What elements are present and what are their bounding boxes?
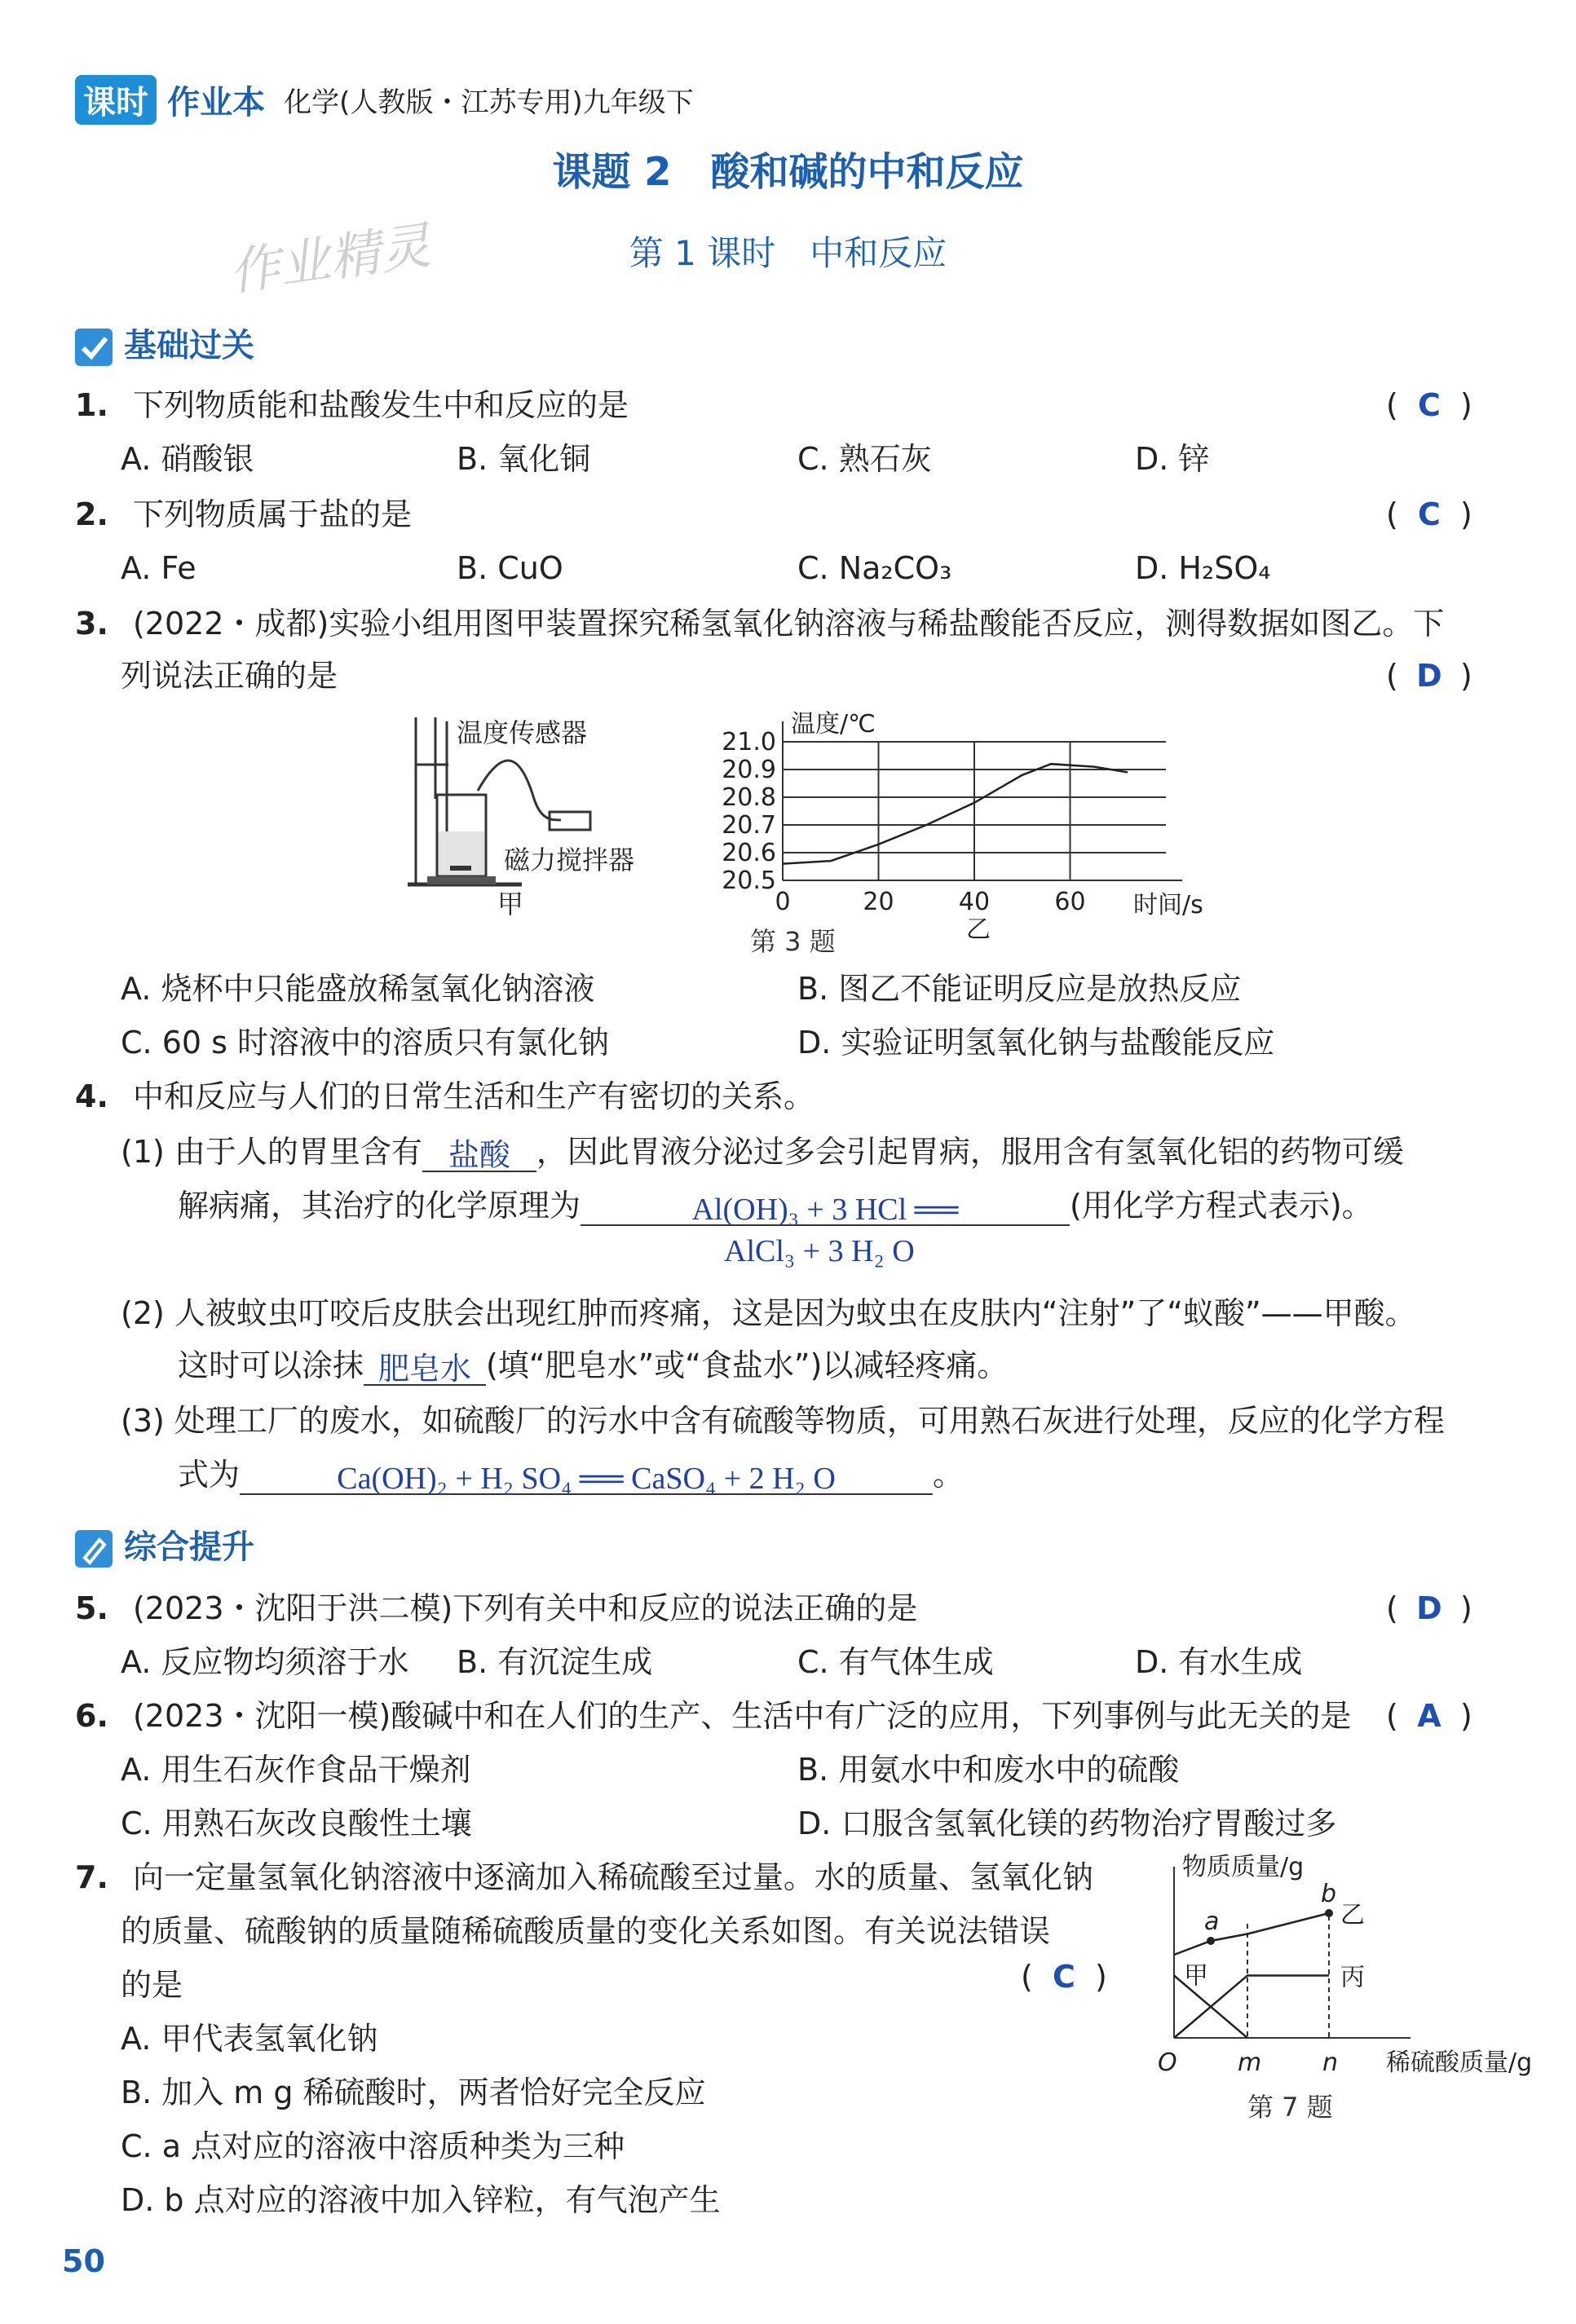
header <box>75 75 694 124</box>
question-stem: 下列物质能和盐酸发生中和反应的是 <box>132 387 629 423</box>
y-tick-label: 20.7 <box>722 811 776 840</box>
question-number: 2. <box>75 496 108 532</box>
answer-value: D <box>1416 658 1442 694</box>
question-stem: (2022・成都)实验小组用图甲装置探究稀氢氧化钠溶液与稀盐酸能否反应，测得数据如图乙。下 <box>132 606 1445 642</box>
point-a <box>1207 1937 1215 1945</box>
answer-value: C <box>1417 496 1441 532</box>
question-7-line2: 的质量、硫酸钠的质量随稀硫酸质量的变化关系如图。有关说法错误 <box>121 1913 1051 1949</box>
subject: 化学(人教版・江苏专用)九年级下 <box>284 86 694 119</box>
option-1d: D. 锌 <box>1135 441 1210 477</box>
question-number: 1. <box>75 387 108 423</box>
option-5a: A. 反应物均须溶于水 <box>121 1644 409 1680</box>
answer-value: C <box>1052 1959 1075 1995</box>
x-tick-label: 40 <box>958 888 991 916</box>
answer-value: A <box>1417 1698 1441 1734</box>
q4-blank-2 <box>581 1188 1070 1226</box>
y-axis-label: 温度/℃ <box>791 710 876 739</box>
answer-1: ( C ) <box>1386 385 1472 426</box>
point-a-label: a <box>1204 1907 1220 1936</box>
mass-chart <box>1133 1850 1533 2095</box>
origin-label: O <box>1158 2048 1177 2077</box>
handwritten-answer: 肥皂水 <box>378 1352 472 1387</box>
chart-title: 乙 <box>966 915 991 944</box>
q4-part1-text: (1) 由于人的胃里含有 <box>121 1134 422 1170</box>
answer-2: ( C ) <box>1386 494 1472 535</box>
option-1a: A. 硝酸银 <box>121 441 254 477</box>
q4-part3-line2 <box>178 1454 964 1495</box>
brand: 作业本 <box>167 84 266 121</box>
sensor-label: 温度传感器 <box>457 717 588 748</box>
question-2 <box>75 494 412 535</box>
question-7-line3: 的是 <box>121 1967 183 2003</box>
question-number: 7. <box>75 1859 108 1895</box>
question-number: 5. <box>75 1590 108 1626</box>
y-tick-label: 21.0 <box>722 728 776 756</box>
option-5c: C. 有气体生成 <box>797 1644 994 1680</box>
question-3-line2: 列说法正确的是 <box>121 658 338 694</box>
answer-7: ( C ) <box>1021 1956 1107 1997</box>
figure-label-jia: 甲 <box>497 889 524 919</box>
x-tick-n: n <box>1322 2048 1339 2077</box>
figure-caption-3: 第 3 题 <box>750 926 836 957</box>
option-3a: A. 烧杯中只能盛放稀氢氧化钠溶液 <box>121 971 595 1007</box>
option-6d: D. 口服含氢氧化镁的药物治疗胃酸过多 <box>797 1806 1337 1841</box>
section-basic-label: 基础过关 <box>124 327 254 364</box>
y-tick-label: 20.5 <box>722 867 776 895</box>
y-axis-label: 物质质量/g <box>1182 1853 1305 1881</box>
question-6 <box>75 1696 1351 1736</box>
logo: 课时 <box>75 75 157 125</box>
point-b <box>1325 1909 1333 1917</box>
q4-part3-line1: (3) 处理工厂的废水，如硫酸厂的污水中含有硫酸等物质，可用熟石灰进行处理，反应的化学方程 <box>121 1403 1445 1439</box>
section-advanced <box>75 1521 254 1568</box>
pencil-icon <box>75 1530 113 1568</box>
answer-3: ( D ) <box>1386 655 1472 696</box>
option-5d: D. 有水生成 <box>1135 1644 1303 1680</box>
question-7 <box>75 1857 1093 1898</box>
x-axis-label: 稀硫酸质量/g <box>1386 2048 1533 2077</box>
q4-part1-text-d: (用化学方程式表示)。 <box>1070 1188 1373 1224</box>
series-label-jia: 甲 <box>1184 1961 1208 1991</box>
q4-part3-text-c: 。 <box>933 1457 965 1493</box>
question-stem: (2023・沈阳于洪二模)下列有关中和反应的说法正确的是 <box>132 1590 918 1626</box>
x-tick-label: 20 <box>863 888 894 916</box>
handwritten-equation-2: AlCl₃ + 3 H₂ O <box>724 1234 915 1268</box>
option-2a: A. Fe <box>121 550 196 586</box>
point-b-label: b <box>1321 1880 1337 1908</box>
x-tick-label: 60 <box>1054 888 1086 916</box>
question-number: 6. <box>75 1698 108 1734</box>
question-number: 4. <box>75 1078 108 1114</box>
option-5b: B. 有沉淀生成 <box>457 1644 653 1680</box>
q4-part1-line2 <box>178 1185 1373 1226</box>
q4-part1-text-c: 解病痛，其治疗的化学原理为 <box>178 1188 581 1224</box>
x-tick-label: 0 <box>775 888 791 916</box>
question-stem: 向一定量氢氧化钠溶液中逐滴加入稀硫酸至过量。水的质量、氢氧化钠 <box>132 1859 1093 1895</box>
x-tick-m: m <box>1238 2048 1262 2077</box>
question-stem: (2023・沈阳一模)酸碱中和在人们的生产、生活中有广泛的应用，下列事例与此无关的是 <box>132 1698 1352 1734</box>
answer-value: D <box>1416 1590 1442 1626</box>
q4-blank-4 <box>240 1457 933 1495</box>
section-basic <box>75 320 254 366</box>
lesson-title: 第 1 课时 中和反应 <box>629 233 947 273</box>
q4-part1-line1 <box>121 1131 1404 1172</box>
series-label-bing: 丙 <box>1340 1963 1365 1992</box>
option-7a: A. 甲代表氢氧化钠 <box>121 2021 378 2057</box>
q4-part2-line1: (2) 人被蚊虫叮咬后皮肤会出现红肿而疼痛，这是因为蚊虫在皮肤内“注射”了“蚁酸”——甲酸。 <box>121 1295 1416 1331</box>
checkbox-icon <box>75 329 113 366</box>
option-1b: B. 氧化铜 <box>457 441 591 477</box>
question-1 <box>75 385 629 426</box>
option-6c: C. 用熟石灰改良酸性土壤 <box>121 1806 472 1841</box>
section-advanced-label: 综合提升 <box>124 1528 254 1566</box>
q4-part2-text-c: (填“肥皂水”或“食盐水”)以减轻疼痛。 <box>486 1347 1009 1383</box>
stirrer-label: 磁力搅拌器 <box>504 844 635 875</box>
option-3b: B. 图乙不能证明反应是放热反应 <box>797 971 1242 1007</box>
series-label-yi: 乙 <box>1340 1901 1365 1929</box>
question-5 <box>75 1588 917 1629</box>
question-4 <box>75 1076 814 1117</box>
q4-part1-text-b: ，因此胃液分泌过多会引起胃病，服用含有氢氧化铝的药物可缓 <box>536 1134 1404 1170</box>
option-7c: C. a 点对应的溶液中溶质种类为三种 <box>121 2128 625 2164</box>
option-3c: C. 60 s 时溶液中的溶质只有氯化钠 <box>121 1025 610 1061</box>
option-2d: D. H₂SO₄ <box>1135 550 1271 586</box>
option-2c: C. Na₂CO₃ <box>797 550 952 586</box>
y-tick-label: 20.6 <box>722 839 776 867</box>
handwritten-equation-1: Al(OH)₃ + 3 HCl ══ <box>691 1193 959 1227</box>
page-title: 课题 2 酸和碱的中和反应 <box>552 149 1024 195</box>
watermark: 作业精灵 <box>225 215 435 302</box>
q4-blank-3 <box>364 1348 486 1386</box>
option-6a: A. 用生石灰作食品干燥剂 <box>121 1752 471 1788</box>
option-7b: B. 加入 m g 稀硫酸时，两者恰好完全反应 <box>121 2075 706 2110</box>
handwritten-answer: 盐酸 <box>448 1139 510 1173</box>
stirrer-base <box>427 876 496 884</box>
question-stem: 下列物质属于盐的是 <box>132 496 412 532</box>
option-3d: D. 实验证明氢氧化钠与盐酸能反应 <box>797 1025 1275 1061</box>
series-line-yi <box>1174 1913 1329 1955</box>
question-stem: 中和反应与人们的日常生活和生产有密切的关系。 <box>132 1078 814 1114</box>
y-tick-label: 20.8 <box>722 783 776 812</box>
option-6b: B. 用氨水中和废水中的硫酸 <box>797 1752 1180 1788</box>
q4-part2-line2 <box>178 1345 1008 1386</box>
series-line-temperature <box>783 764 1128 863</box>
figure-caption-7: 第 7 题 <box>1247 2092 1333 2123</box>
stir-bar <box>450 866 471 871</box>
x-axis-label: 时间/s <box>1133 891 1203 919</box>
q4-part3-text: 式为 <box>178 1457 241 1493</box>
option-1c: C. 熟石灰 <box>797 441 932 477</box>
q4-blank-1 <box>422 1135 536 1172</box>
option-7d: D. b 点对应的溶液中加入锌粒，有气泡产生 <box>121 2182 721 2218</box>
handwritten-equation-3: Ca(OH)₂ + H₂ SO₄ ══ CaSO₄ + 2 H₂ O <box>337 1462 836 1496</box>
apparatus-figure <box>400 709 693 929</box>
question-3 <box>75 603 1444 644</box>
page-number: 50 <box>62 2243 105 2279</box>
answer-value: C <box>1417 387 1441 423</box>
answer-5: ( D ) <box>1386 1588 1472 1629</box>
question-number: 3. <box>75 606 108 642</box>
q4-part2-text: 这时可以涂抹 <box>178 1347 364 1383</box>
answer-6: ( A ) <box>1386 1696 1472 1736</box>
option-2b: B. CuO <box>457 550 563 586</box>
y-tick-label: 20.9 <box>722 756 776 784</box>
